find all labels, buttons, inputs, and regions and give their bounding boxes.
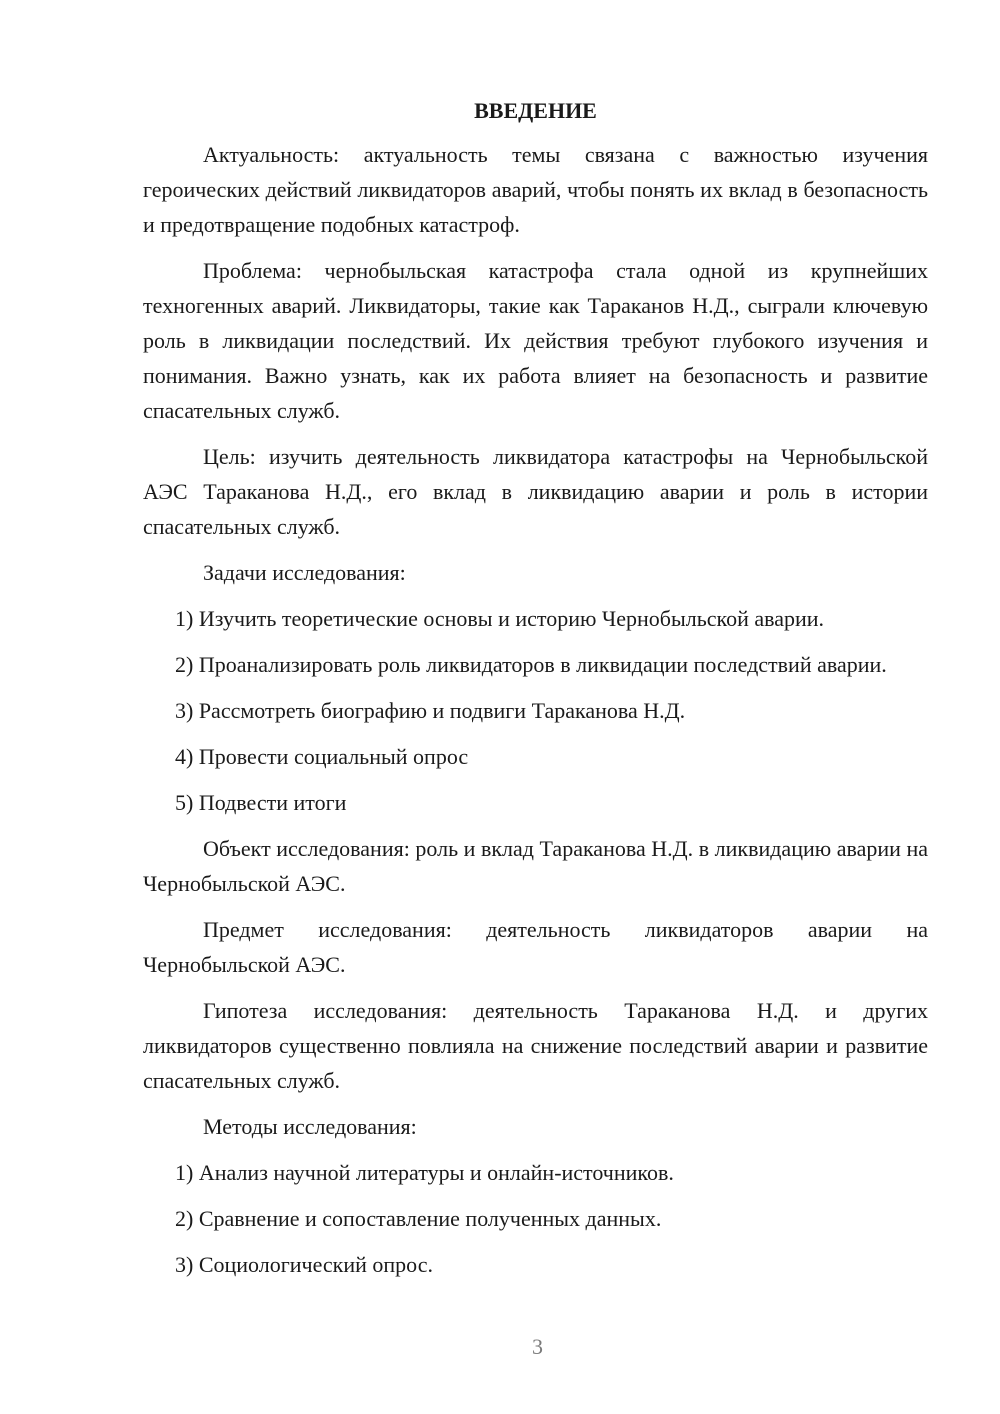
method-item: 3) Социологический опрос. — [175, 1252, 433, 1277]
page-content — [143, 96, 928, 1293]
page-number: 3 — [532, 1334, 543, 1359]
task-item: 3) Рассмотреть биографию и подвиги Тараканова Н.Д. — [175, 698, 686, 723]
problem-paragraph: Проблема: чернобыльская катастрофа стала одной из крупнейших техногенных аварий. Ликвидаторы, такие как Тараканов Н.Д., сыграли ключевую роль в ликвидации последствий. Их действия требуют глубокого изучения и понимания. Важно узнать, как их работа влияет на безопасность и развитие спасательных служб. — [143, 258, 928, 423]
tasks-heading: Задачи исследования: — [203, 560, 406, 585]
object-paragraph: Объект исследования: роль и вклад Тараканова Н.Д. в ликвидацию аварии на Чернобыльской АЭС. — [143, 836, 928, 896]
task-item: 1) Изучить теоретические основы и историю Чернобыльской аварии. — [175, 606, 825, 631]
goal-paragraph: Цель: изучить деятельность ликвидатора катастрофы на Чернобыльской АЭС Тараканова Н.Д., его вклад в ликвидацию аварии и роль в истории спасательных служб. — [143, 444, 928, 539]
method-item: 1) Анализ научной литературы и онлайн-источников. — [175, 1160, 674, 1185]
page-title: ВВЕДЕНИЕ — [474, 98, 597, 123]
relevance-paragraph: Актуальность: актуальность темы связана с важностью изучения героических действий ликвидаторов аварий, чтобы понять их вклад в безопасность и предотвращение подобных катастроф. — [143, 142, 928, 237]
hypothesis-paragraph: Гипотеза исследования: деятельность Тараканова Н.Д. и других ликвидаторов существенно повлияла на снижение последствий аварии и развитие спасательных служб. — [143, 998, 928, 1093]
subject-paragraph: Предмет исследования: деятельность ликвидаторов аварии на Чернобыльской АЭС. — [143, 917, 928, 977]
task-item: 4) Провести социальный опрос — [175, 744, 469, 769]
task-item: 5) Подвести итоги — [175, 790, 347, 815]
method-item: 2) Сравнение и сопоставление полученных данных. — [175, 1206, 662, 1231]
task-item: 2) Проанализировать роль ликвидаторов в ликвидации последствий аварии. — [175, 652, 887, 677]
methods-heading: Методы исследования: — [203, 1114, 417, 1139]
